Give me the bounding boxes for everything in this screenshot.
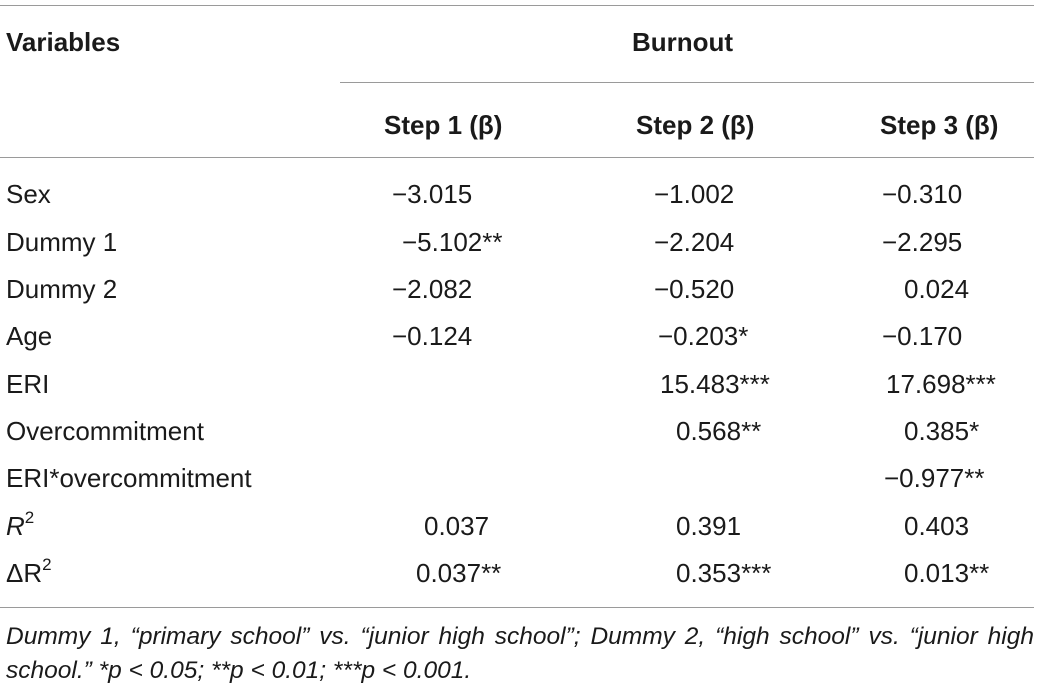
cell-dummy1-step3: −2.295 — [882, 227, 963, 257]
row-label-eri-overcommitment: ERI*overcommitment — [6, 463, 252, 493]
cell-age-step3: −0.170 — [882, 321, 963, 351]
r-squared-base: R — [6, 511, 25, 541]
cell-sex-step3: −0.310 — [882, 179, 963, 209]
cell-dummy2-step3: 0.024 — [904, 274, 970, 304]
cell-dummy2-step1: −2.082 — [392, 274, 473, 304]
table-footnote: Dummy 1, “primary school” vs. “junior high school”; Dummy 2, “high school” vs. “junior high school.” *p < 0.05; **p < 0.01; ***p < 0.001. — [6, 623, 1034, 684]
cell-dummy1-step2: −2.204 — [654, 227, 735, 257]
cell-overcommitment-step3: 0.385* — [904, 416, 980, 446]
cell-eri-step2: 15.483*** — [660, 369, 770, 399]
cell-dummy1-step1: −5.102** — [402, 227, 503, 257]
cell-sex-step2: −1.002 — [654, 179, 735, 209]
row-label-age: Age — [6, 321, 53, 351]
cell-age-step1: −0.124 — [392, 321, 473, 351]
cell-eri-overcommitment-step3: −0.977** — [884, 463, 985, 493]
cell-overcommitment-step2: 0.568** — [676, 416, 762, 446]
cell-delta-r-squared-step1: 0.037** — [416, 558, 502, 588]
cell-r-squared-step2: 0.391 — [676, 511, 742, 541]
cell-age-step2: −0.203* — [658, 321, 749, 351]
header-bottom-rule — [0, 157, 1034, 158]
cell-delta-r-squared-step3: 0.013** — [904, 558, 990, 588]
burnout-span-rule — [340, 82, 1034, 83]
cell-dummy2-step2: −0.520 — [654, 274, 735, 304]
delta-r-squared-base: ΔR — [6, 558, 43, 588]
row-label-dummy1: Dummy 1 — [6, 227, 118, 257]
table-bottom-rule — [0, 607, 1034, 608]
r-squared-sup: 2 — [24, 508, 35, 528]
row-label-sex: Sex — [6, 179, 51, 209]
header-burnout: Burnout — [632, 27, 734, 57]
cell-sex-step1: −3.015 — [392, 179, 473, 209]
header-step-1: Step 1 (β) — [384, 110, 503, 140]
header-variables: Variables — [6, 27, 121, 57]
header-step-2: Step 2 (β) — [636, 110, 755, 140]
cell-r-squared-step3: 0.403 — [904, 511, 970, 541]
row-label-overcommitment: Overcommitment — [6, 416, 204, 446]
cell-delta-r-squared-step2: 0.353*** — [676, 558, 772, 588]
delta-r-squared-sup: 2 — [42, 555, 52, 575]
row-label-eri: ERI — [6, 369, 50, 399]
cell-r-squared-step1: 0.037 — [424, 511, 490, 541]
cell-eri-step3: 17.698*** — [886, 369, 996, 399]
row-label-r-squared — [6, 508, 35, 541]
table-top-rule — [0, 5, 1034, 6]
header-step-3: Step 3 (β) — [880, 110, 999, 140]
row-label-delta-r-squared — [6, 555, 52, 588]
row-label-dummy2: Dummy 2 — [6, 274, 118, 304]
